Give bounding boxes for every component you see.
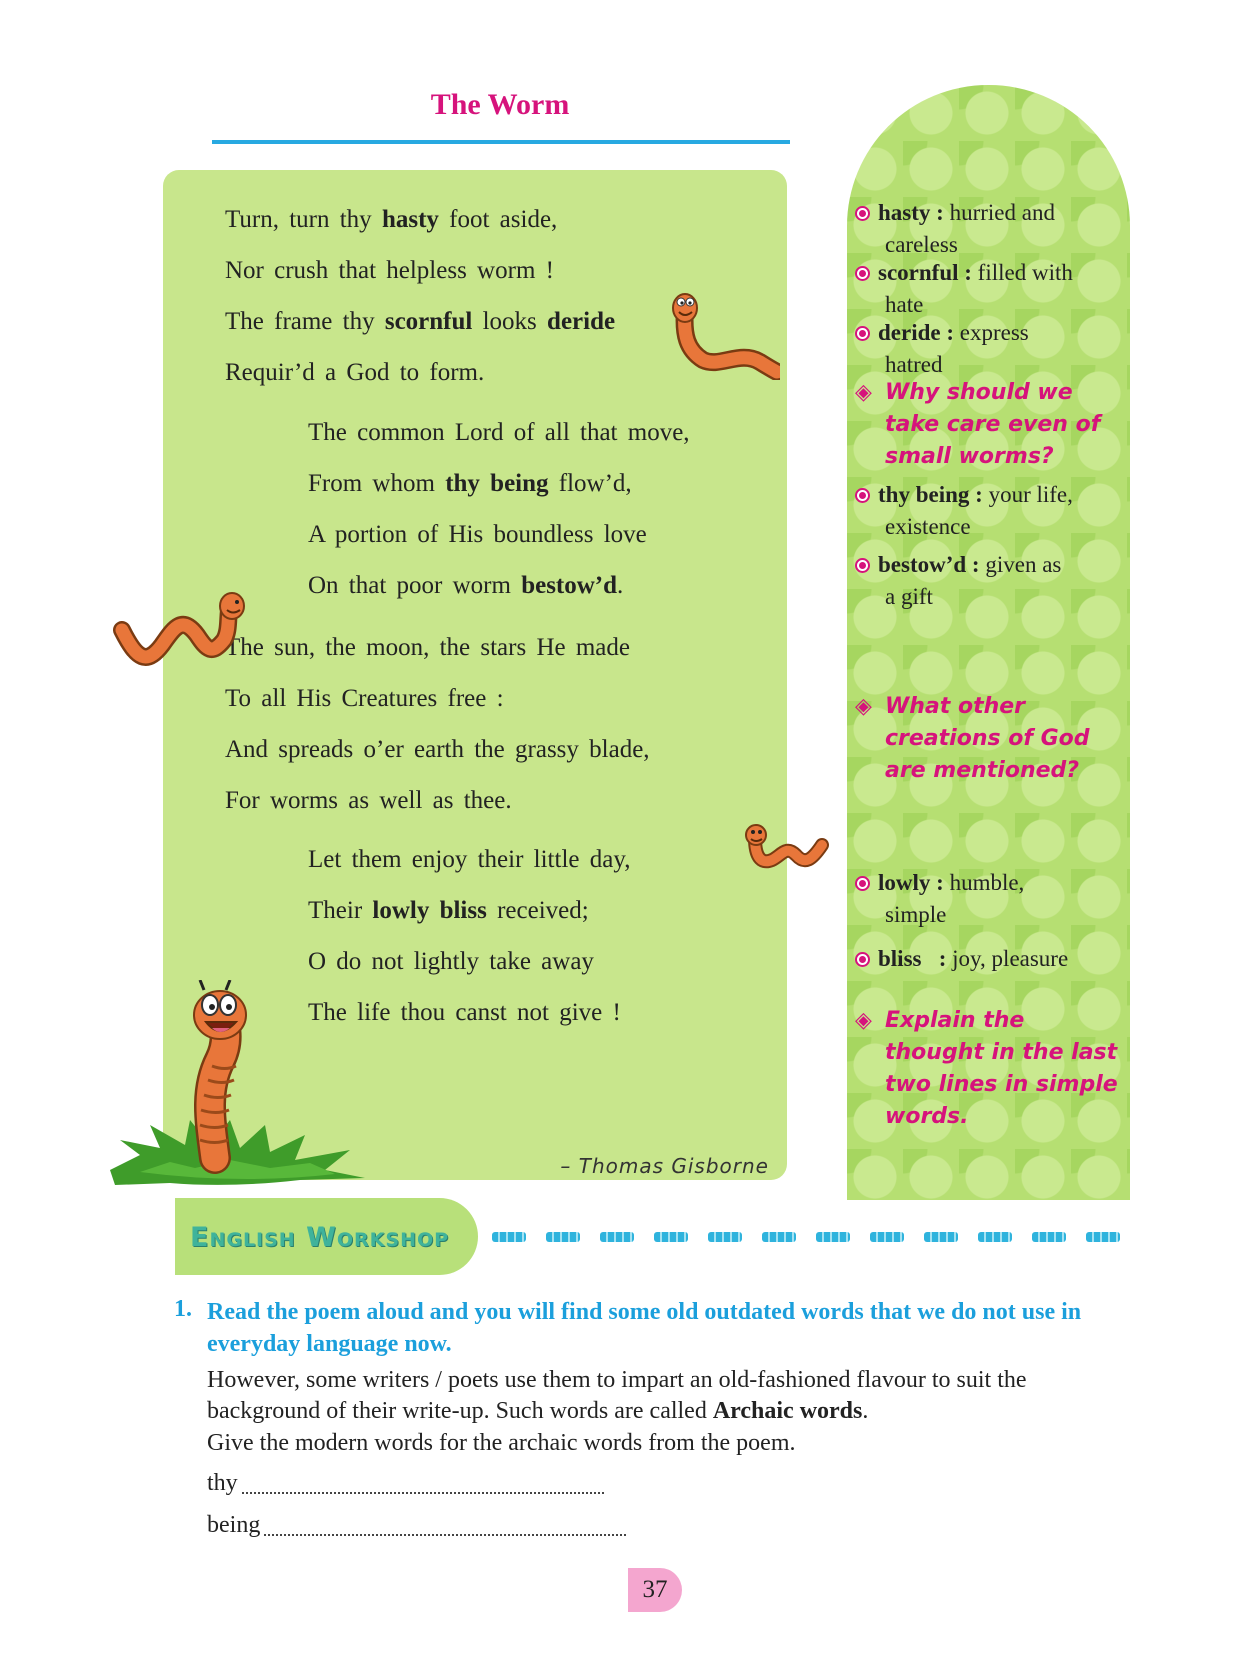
diamond-bullet-icon: ◈	[855, 694, 872, 719]
glossary-meaning: your life,	[988, 482, 1073, 507]
glossary-separator: :	[930, 200, 950, 225]
glossary-keyword: bestow’d	[521, 572, 618, 599]
glossary-word: scornful	[878, 260, 959, 285]
question-number: 1.	[174, 1296, 192, 1322]
poem-text: received;	[486, 897, 589, 924]
poem-line	[308, 407, 690, 458]
glossary-meaning: joy, pleasure	[952, 946, 1069, 971]
poem-line	[225, 296, 615, 347]
poem-text: A portion of His boundless love	[308, 521, 647, 548]
poem-text: .	[617, 572, 624, 599]
side-question-text: Why should we take care even of small worms?	[885, 380, 1101, 469]
poem-text: From whom	[308, 470, 446, 497]
dash-ornament	[978, 1232, 1012, 1242]
glossary-keyword: deride	[547, 308, 616, 335]
page-number: 37	[628, 1568, 682, 1612]
poem-text: looks	[472, 308, 548, 335]
glossary-meaning: filled with	[977, 260, 1073, 285]
worm-illustration-top	[665, 290, 780, 380]
poem-text: The frame thy	[225, 308, 385, 335]
poem-text: O do not lightly take away	[308, 948, 594, 975]
bullet-icon	[855, 488, 870, 503]
side-question-text: What other creations of God are mentioned?	[885, 694, 1090, 783]
bullet-icon	[855, 558, 870, 573]
poem-line	[225, 194, 615, 245]
dash-ornament	[600, 1232, 634, 1242]
dash-ornament	[870, 1232, 904, 1242]
glossary-keyword: scornful	[384, 308, 473, 335]
glossary-keyword: lowly bliss	[372, 897, 487, 924]
glossary-entry	[855, 479, 1123, 543]
bullet-icon	[855, 952, 870, 967]
poem-line	[225, 622, 650, 673]
glossary-sidebar	[847, 85, 1130, 1200]
dash-ornament	[1086, 1232, 1120, 1242]
glossary-entry	[855, 257, 1123, 321]
glossary-separator: :	[958, 260, 978, 285]
glossary-word: bestow’d	[878, 552, 967, 577]
side-question	[855, 691, 1125, 787]
fill-in-thy[interactable]: thy	[207, 1470, 604, 1497]
glossary-entry	[855, 197, 1123, 261]
poem-author: – Thomas Gisborne	[560, 1154, 769, 1178]
glossary-meaning-continued: careless	[885, 232, 958, 257]
poem-text: The life thou canst not give !	[308, 999, 621, 1026]
poem-text: And spreads o’er earth the grassy blade,	[225, 736, 650, 763]
dash-ornament	[492, 1232, 526, 1242]
poem-line	[308, 509, 690, 560]
poem-line	[225, 347, 615, 398]
glossary-word: thy being	[878, 482, 970, 507]
side-question	[855, 377, 1125, 473]
poem-line	[225, 724, 650, 775]
poem-text: Requir’d a God to form.	[225, 359, 485, 386]
bullet-icon	[855, 326, 870, 341]
glossary-separator: :	[969, 482, 989, 507]
fill-in-being[interactable]: being	[207, 1512, 626, 1539]
glossary-meaning-continued: hatred	[885, 352, 943, 377]
dash-ornament	[924, 1232, 958, 1242]
stanza-2	[308, 407, 690, 611]
worm-illustration-small	[740, 820, 830, 880]
diamond-bullet-icon: ◈	[855, 1008, 872, 1033]
glossary-meaning: hurried and	[949, 200, 1055, 225]
glossary-meaning: express	[959, 320, 1029, 345]
poem-text: Their	[308, 897, 373, 924]
glossary-meaning: given as	[985, 552, 1062, 577]
glossary-separator: :	[940, 320, 960, 345]
glossary-meaning-continued: simple	[885, 902, 947, 927]
glossary-separator: :	[921, 946, 953, 971]
decorative-dash-row	[492, 1232, 1132, 1244]
dash-ornament	[708, 1232, 742, 1242]
poem-text: The common Lord of all that move,	[308, 419, 690, 446]
page-title: The Worm	[430, 88, 570, 121]
glossary-word: hasty	[878, 200, 931, 225]
dash-ornament	[654, 1232, 688, 1242]
english-workshop-heading: English Workshop	[190, 1222, 450, 1253]
glossary-list	[847, 85, 1130, 1200]
side-question-text: Explain the thought in the last two lines in simple words.	[885, 1008, 1118, 1129]
bullet-icon	[855, 876, 870, 891]
poem-line	[308, 560, 690, 611]
glossary-word: lowly	[878, 870, 931, 895]
poem-text: flow’d,	[548, 470, 632, 497]
glossary-meaning-continued: existence	[885, 514, 971, 539]
glossary-separator: :	[930, 870, 950, 895]
side-question	[855, 1005, 1125, 1133]
title-underline	[212, 140, 790, 144]
poem-text: Nor crush that helpless worm !	[225, 257, 554, 284]
stanza-1	[225, 194, 615, 398]
bullet-icon	[855, 206, 870, 221]
poem-text: For worms as well as thee.	[225, 787, 512, 814]
answer-blank-being[interactable]	[264, 1533, 626, 1536]
answer-blank-thy[interactable]	[242, 1491, 604, 1494]
glossary-word: deride	[878, 320, 941, 345]
poem-text: Let them enjoy their little day,	[308, 846, 631, 873]
glossary-keyword: thy being	[445, 470, 549, 497]
poem-line	[308, 834, 630, 885]
poem-line	[225, 775, 650, 826]
bullet-icon	[855, 266, 870, 281]
glossary-meaning: humble,	[949, 870, 1025, 895]
question-1-text: Read the poem aloud and you will find some old outdated words that we do not use in everyday language now.	[207, 1299, 1082, 1357]
glossary-word: bliss	[878, 946, 922, 971]
glossary-entry	[855, 317, 1123, 381]
poem-line	[308, 458, 690, 509]
glossary-entry	[855, 549, 1123, 613]
poem-line	[225, 673, 650, 724]
poem-text: foot aside,	[438, 206, 558, 233]
dash-ornament	[546, 1232, 580, 1242]
poem-line	[225, 245, 615, 296]
glossary-keyword: hasty	[381, 206, 439, 233]
dash-ornament	[1032, 1232, 1066, 1242]
glossary-entry	[855, 943, 1123, 975]
glossary-separator: :	[966, 552, 986, 577]
archaic-words-term: Archaic words	[712, 1398, 863, 1424]
glossary-meaning-continued: a gift	[885, 584, 933, 609]
poem-text: The sun, the moon, the stars He made	[225, 634, 630, 661]
archaic-words-explanation: However, some writers / poets use them to impart an old-fashioned flavour to suit the background of their write-up. Such words are called Archaic words.	[207, 1367, 1027, 1424]
worm-illustration-left	[112, 590, 252, 690]
stanza-3	[225, 622, 650, 826]
poem-text: Turn, turn thy	[225, 206, 382, 233]
glossary-entry	[855, 867, 1123, 931]
glossary-meaning-continued: hate	[885, 292, 924, 317]
dash-ornament	[816, 1232, 850, 1242]
poem-line	[308, 885, 630, 936]
diamond-bullet-icon: ◈	[855, 380, 872, 405]
poem-text: On that poor worm	[308, 572, 522, 599]
worm-in-grass-illustration	[100, 980, 370, 1195]
instruction-text: Give the modern words for the archaic words from the poem.	[207, 1430, 796, 1456]
poem-text: To all His Creatures free :	[225, 685, 504, 712]
dash-ornament	[762, 1232, 796, 1242]
